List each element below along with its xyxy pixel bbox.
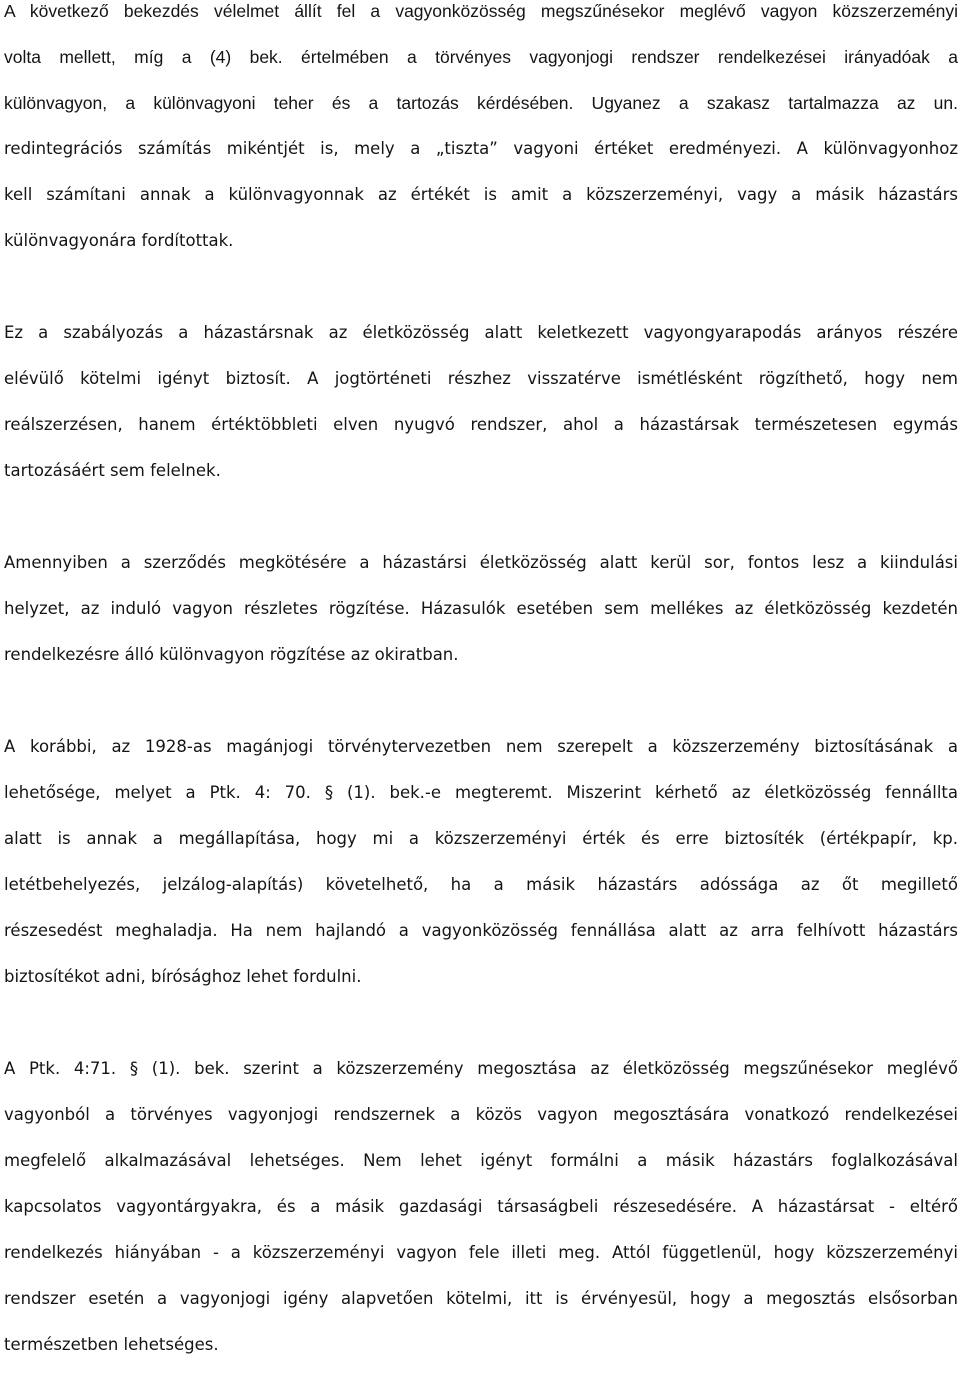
text-line: Ez a szabályozás a házastársnak az életközösség alatt keletkezett vagyongyarapodás arányos részére — [4, 323, 958, 342]
text-line: letétbehelyezés, jelzálog-alapítás) követelhető, ha a másik házastárs adóssága az őt megillető — [4, 875, 958, 894]
text-line: elévülő kötelmi igényt biztosít. A jogtörténeti részhez visszatérve ismétlésként rögzíthető, hogy nem — [4, 369, 958, 388]
text-line: reálszerzésen, hanem értéktöbbleti elven nyugvó rendszer, ahol a házastársak természetesen egymás — [4, 415, 958, 434]
paragraph-gap — [4, 274, 958, 320]
text-line: vagyonból a törvényes vagyonjogi rendszernek a közös vagyon megosztására vonatkozó rendelkezései — [4, 1105, 958, 1124]
paragraph-gap — [4, 1010, 958, 1056]
text-line: különvagyonára fordítottak. — [4, 231, 234, 250]
text-line: volta mellett, míg a (4) bek. értelmében a törvényes vagyonjogi rendszer rendelkezései irányadóak a — [4, 47, 958, 67]
text-line: megfelelő alkalmazásával lehetséges. Nem lehet igényt formálni a másik házastárs foglalkozásával — [4, 1151, 958, 1170]
text-line: redintegrációs számítás mikéntjét is, mely a „tiszta” vagyoni értéket eredményezi. A különvagyonhoz — [4, 139, 958, 158]
text-line: rendelkezésre álló különvagyon rögzítése az okiratban. — [4, 645, 459, 664]
text-line: lehetősége, melyet a Ptk. 4: 70. § (1). bek.-e megteremt. Miszerint kérhető az életközösség fennállta — [4, 783, 958, 802]
paragraph-5 — [4, 1056, 958, 1378]
document-body — [4, 0, 958, 1378]
text-line: rendelkezés hiányában - a közszerzeményi vagyon fele illeti meg. Attól függetlenül, hogy közszerzeményi — [4, 1243, 958, 1262]
paragraph-1 — [4, 0, 958, 274]
paragraph-2 — [4, 320, 958, 504]
paragraph-gap — [4, 504, 958, 550]
text-line: A Ptk. 4:71. § (1). bek. szerint a közszerzemény megosztása az életközösség megszűnésekor meglévő — [4, 1059, 958, 1078]
paragraph-4 — [4, 734, 958, 1010]
paragraph-gap — [4, 688, 958, 734]
text-line: természetben lehetséges. — [4, 1335, 219, 1354]
text-line: kapcsolatos vagyontárgyakra, és a másik gazdasági társaságbeli részesedésére. A házastársat - eltérő — [4, 1197, 958, 1216]
text-line: helyzet, az induló vagyon részletes rögzítése. Házasulók esetében sem mellékes az életközösség kezdetén — [4, 599, 958, 618]
text-line: kell számítani annak a különvagyonnak az értékét is amit a közszerzeményi, vagy a másik házastárs — [4, 185, 958, 204]
text-line: különvagyon, a különvagyoni teher és a tartozás kérdésében. Ugyanez a szakasz tartalmazza az un. — [4, 93, 958, 113]
text-line: alatt is annak a megállapítása, hogy mi a közszerzeményi érték és erre biztosíték (értékpapír, kp. — [4, 829, 958, 848]
text-line: tartozásáért sem felelnek. — [4, 461, 221, 480]
text-line: rendszer esetén a vagyonjogi igény alapvetően kötelmi, itt is érvényesül, hogy a megosztás elsősorban — [4, 1289, 958, 1308]
paragraph-3 — [4, 550, 958, 688]
text-line: Amennyiben a szerződés megkötésére a házastársi életközösség alatt kerül sor, fontos lesz a kiindulási — [4, 553, 958, 572]
text-line: A korábbi, az 1928-as magánjogi törvénytervezetben nem szerepelt a közszerzemény biztosításának a — [4, 737, 958, 756]
text-line: biztosítékot adni, bírósághoz lehet fordulni. — [4, 967, 362, 986]
text-line: részesedést meghaladja. Ha nem hajlandó a vagyonközösség fennállása alatt az arra felhívott házastárs — [4, 921, 958, 940]
text-line: A következő bekezdés vélelmet állít fel a vagyonközösség megszűnésekor meglévő vagyon közszerzeményi — [4, 1, 958, 21]
